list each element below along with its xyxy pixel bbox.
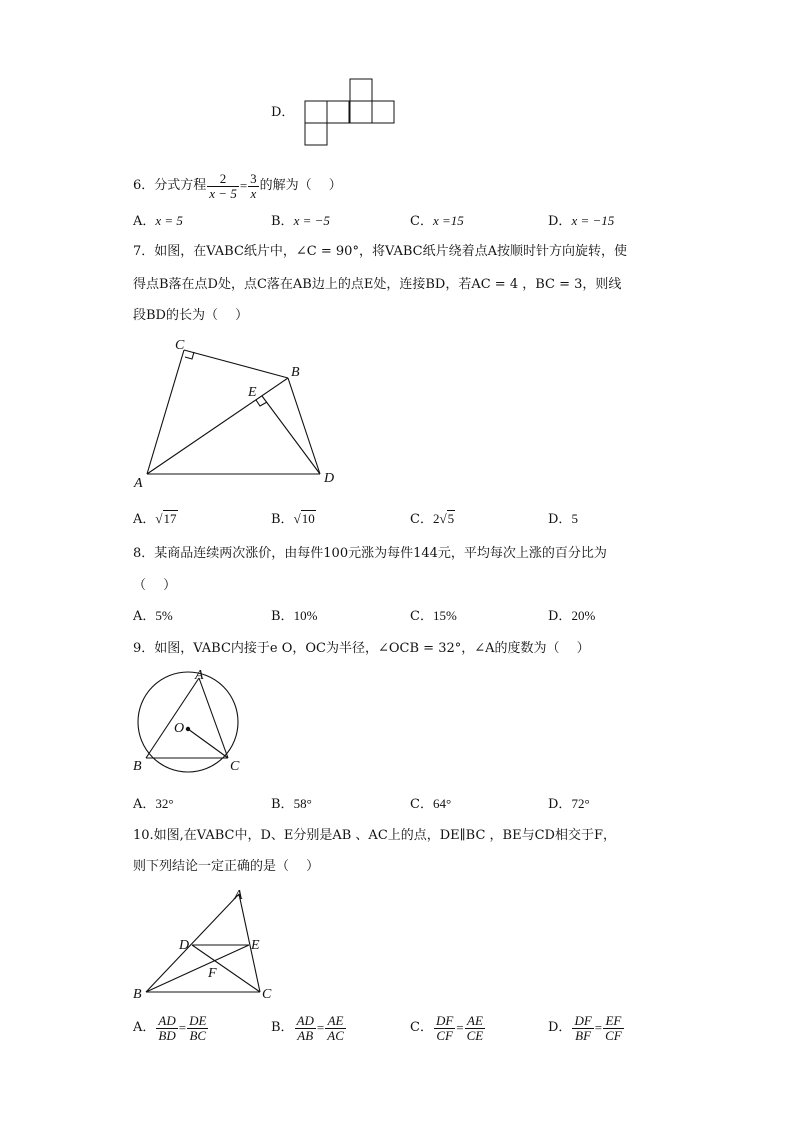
q6-suffix: 的解为（ ） [259,178,342,193]
q10-label-c: C [262,987,272,1002]
q6-equals: = [239,178,248,193]
q8-option-a: A．5% [133,608,173,624]
q6-stem [133,168,342,204]
q9-option-a: A．32° [133,796,174,812]
q10-option-a: A． $\frac{AD}{BD}$ = $\frac{DE}{BC}$ [133,1012,207,1043]
q10-segment-ab [146,894,239,992]
q9-circle-o [138,672,238,772]
q10-label-b: B [133,987,142,1002]
q10-option-d: D． $\frac{DF}{BF}$ = $\frac{EF}{CF}$ [548,1012,622,1043]
q7-option-b: B．√10 [271,511,315,527]
q10-option-c: C． $\frac{DF}{CF}$ = $\frac{AE}{CE}$ [410,1012,484,1043]
q9-label-a: A [195,668,204,683]
q7-right-angle-c [185,352,194,359]
q9-segment-ab [146,678,199,758]
q10-label-f: F [208,966,217,981]
q9-circle-figure [128,665,258,780]
q7-option-a: A．√17 [133,511,177,527]
q7-segment-bd [288,378,320,474]
q6-fraction-2 [248,172,259,201]
q5-option-d-label: D． [271,105,295,120]
q6-option-d: D．x = −15 [548,213,615,229]
q5-cube-net-figure [300,75,400,149]
q8-option-b: B．10% [271,608,318,624]
q10-stem-line-1: 10.如图,在VABC中，D、E分别是AB 、AC上的点，DE∥BC ，BE与CD相交于F， [133,828,616,843]
q6-frac2-denominator: x [250,185,257,201]
q6-option-b: B．x = −5 [271,213,330,229]
q8-stem-line-1: 8．某商品连续两次涨价，由每件100元涨为每件144元，平均每次上涨的百分比为 [133,546,607,561]
q10-segment-be [146,945,249,992]
q7-label-a: A [134,476,143,491]
q6-prefix: 6．分式方程 [133,178,207,193]
q9-segment-oc [188,729,228,758]
q6-frac2-numerator: 3 [250,170,257,186]
q7-segment-cb [184,350,288,378]
q10-label-a: A [234,888,243,903]
q7-option-d: D．5 [548,511,578,527]
q6-frac1-denominator: x − 5 [209,185,237,201]
q8-option-d: D．20% [548,608,596,624]
q7-label-d: D [324,471,335,486]
q9-label-o: O [174,721,185,736]
q7-label-b: B [291,365,300,380]
q9-stem-line-1: 9．如图，VABC内接于e O，OC为半径，∠OCB = 32°，∠A的度数为（ ） [133,641,590,656]
q9-option-b: B．58° [271,796,312,812]
q8-stem-line-2: （ ） [133,578,177,593]
q9-center-point [186,727,190,731]
q7-stem-line-2: 得点B落在点D处，点C落在AB边上的点E处，连接BD，若AC = 4 ，BC = 3，则线 [133,277,622,292]
q10-stem-line-2: 则下列结论一定正确的是（ ） [133,859,320,874]
q9-segment-ac [199,678,228,758]
q10-triangle-figure [128,882,288,1004]
q7-stem-line-3: 段BD的长为（ ） [133,308,249,323]
q9-option-c: C．64° [410,796,452,812]
q9-label-b: B [133,759,142,774]
q7-segment-ed [262,396,320,474]
q9-label-c: C [230,759,240,774]
q10-label-d: D [179,938,190,953]
q7-label-c: C [175,338,185,353]
q6-option-c: C．x =15 [410,213,464,229]
q7-stem-line-1: 7．如图，在VABC纸片中，∠C = 90°，将VABC纸片绕着点A按顺时针方向旋转，使 [133,244,627,259]
q6-frac1-numerator: 2 [207,172,239,187]
q9-option-d: D．72° [548,796,590,812]
q7-rotation-figure [125,330,355,495]
q8-option-c: C．15% [410,608,457,624]
q7-option-c: C．2√5 [410,511,455,527]
q7-segment-ca [147,350,184,474]
q10-segment-cd [192,945,260,992]
q7-label-e: E [248,385,257,400]
q10-label-e: E [251,938,260,953]
q6-fraction-1 [207,172,239,201]
q7-segment-ab [147,378,288,474]
q10-option-b: B． $\frac{AD}{AB}$ = $\frac{AE}{AC}$ [271,1012,344,1043]
q6-option-a: A．x = 5 [133,213,183,229]
